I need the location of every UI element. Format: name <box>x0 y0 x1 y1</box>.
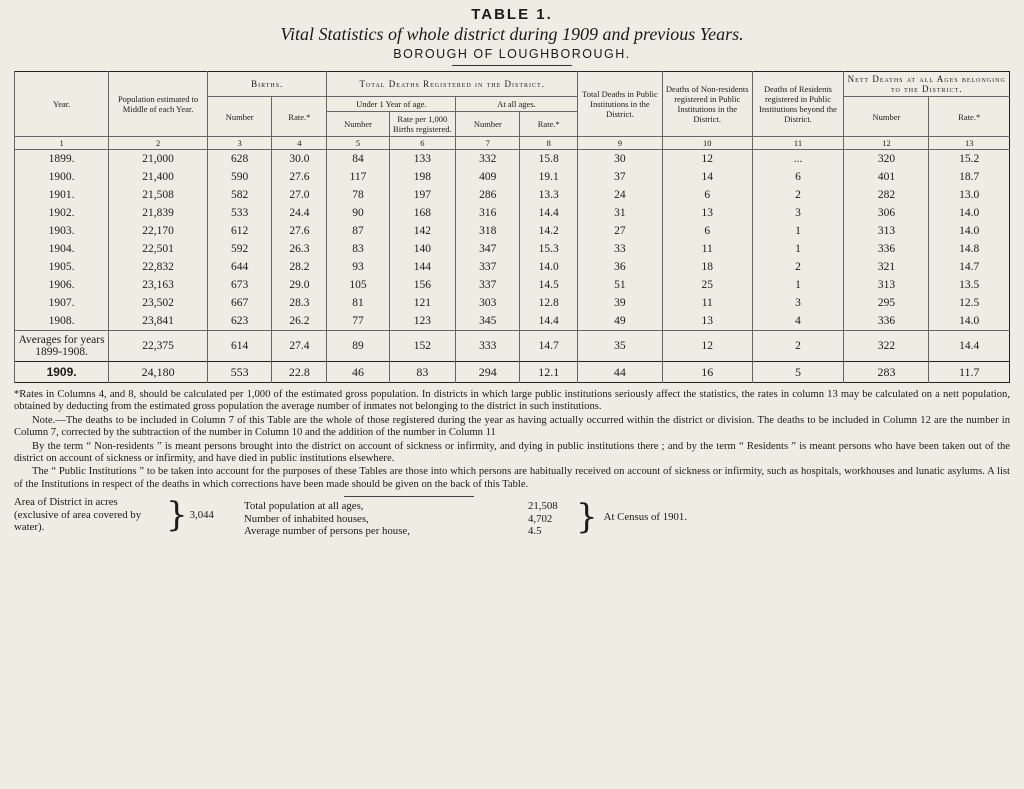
table-row <box>15 150 1010 169</box>
residents-beyond-cell: 5 <box>752 362 844 383</box>
all-ages-number-cell: 409 <box>456 168 520 186</box>
nett-number-cell: 306 <box>844 204 929 222</box>
column-number: 8 <box>520 137 577 150</box>
houses-row <box>244 513 574 526</box>
all-ages-number-cell: 294 <box>456 362 520 383</box>
under-1-rate-cell: 197 <box>389 186 456 204</box>
year-cell: 1905. <box>15 258 109 276</box>
under-1-number-cell: 81 <box>327 294 389 312</box>
col-header-all-ages: At all ages. <box>456 97 578 112</box>
population-cell: 23,502 <box>109 294 208 312</box>
public-institutions-cell: 36 <box>577 258 662 276</box>
total-population-label: Total population at all ages, <box>244 500 364 513</box>
births-number-cell: 623 <box>208 312 272 331</box>
all-ages-number-cell: 286 <box>456 186 520 204</box>
vital-statistics-table <box>14 71 1010 383</box>
col-header-births: Births. <box>208 72 327 97</box>
column-number: 11 <box>752 137 844 150</box>
column-number: 1 <box>15 137 109 150</box>
under-1-number-cell: 93 <box>327 258 389 276</box>
table-row <box>15 222 1010 240</box>
under-1-number-cell: 46 <box>327 362 389 383</box>
census-block <box>244 496 1010 538</box>
footer-rule <box>344 496 474 497</box>
nett-number-cell: 321 <box>844 258 929 276</box>
all-ages-number-cell: 333 <box>456 331 520 362</box>
year-cell: 1902. <box>15 204 109 222</box>
population-cell: 21,839 <box>109 204 208 222</box>
births-number-cell: 614 <box>208 331 272 362</box>
column-number: 7 <box>456 137 520 150</box>
residents-beyond-cell: 3 <box>752 294 844 312</box>
col-header-all-ages-number: Number <box>456 112 520 137</box>
nett-rate-cell: 14.4 <box>929 331 1010 362</box>
non-residents-paragraph: By the term “ Non-residents ” is meant persons brought into the district on account of sickness or infirmity, and dying in public institutions there ; and by the term “ Residents ” is meant persons who have been taken out of the district on account of sickness or infirmity, and have died in public institutions elsewhere. <box>14 440 1010 465</box>
population-cell: 22,832 <box>109 258 208 276</box>
residents-beyond-cell: 2 <box>752 258 844 276</box>
census-figures <box>244 496 574 538</box>
year-cell: 1903. <box>15 222 109 240</box>
residents-beyond-cell: ... <box>752 150 844 169</box>
residents-beyond-cell: 6 <box>752 168 844 186</box>
all-ages-number-cell: 345 <box>456 312 520 331</box>
nett-rate-cell: 15.2 <box>929 150 1010 169</box>
under-1-number-cell: 89 <box>327 331 389 362</box>
population-cell: 21,400 <box>109 168 208 186</box>
non-residents-cell: 11 <box>662 240 752 258</box>
births-rate-cell: 26.2 <box>272 312 327 331</box>
col-header-nett-rate: Rate.* <box>929 97 1010 137</box>
public-institutions-cell: 51 <box>577 276 662 294</box>
year-cell: 1908. <box>15 312 109 331</box>
brace-icon: } <box>166 495 188 535</box>
col-header-total-deaths-registered: Total Deaths Registered in the District. <box>327 72 577 97</box>
nett-number-cell: 401 <box>844 168 929 186</box>
col-header-residents-beyond: Deaths of Residents registered in Public Institutions beyond the District. <box>752 72 844 137</box>
nett-number-cell: 336 <box>844 240 929 258</box>
nett-rate-cell: 14.0 <box>929 312 1010 331</box>
table-notes <box>14 389 1010 491</box>
nett-number-cell: 320 <box>844 150 929 169</box>
population-cell: 22,501 <box>109 240 208 258</box>
under-1-number-cell: 105 <box>327 276 389 294</box>
public-institutions-cell: 33 <box>577 240 662 258</box>
year-cell: 1909. <box>15 362 109 383</box>
column-number: 6 <box>389 137 456 150</box>
population-cell: 24,180 <box>109 362 208 383</box>
residents-beyond-cell: 1 <box>752 240 844 258</box>
column-number: 3 <box>208 137 272 150</box>
table-row <box>15 294 1010 312</box>
col-header-nett-deaths: Nett Deaths at all Ages belonging to the District. <box>844 72 1010 97</box>
all-ages-rate-cell: 14.7 <box>520 331 577 362</box>
col-header-total-deaths-public: Total Deaths in Public Institutions in the District. <box>577 72 662 137</box>
all-ages-rate-cell: 14.0 <box>520 258 577 276</box>
under-1-number-cell: 83 <box>327 240 389 258</box>
col-header-nett-number: Number <box>844 97 929 137</box>
all-ages-number-cell: 316 <box>456 204 520 222</box>
residents-beyond-cell: 3 <box>752 204 844 222</box>
all-ages-rate-cell: 15.8 <box>520 150 577 169</box>
births-rate-cell: 24.4 <box>272 204 327 222</box>
brace-icon: } <box>576 497 598 537</box>
area-label: Area of District in acres (exclusive of area covered by water). <box>14 496 142 534</box>
public-institutions-cell: 30 <box>577 150 662 169</box>
residents-beyond-cell: 2 <box>752 331 844 362</box>
col-header-year: Year. <box>15 72 109 137</box>
births-rate-cell: 26.3 <box>272 240 327 258</box>
all-ages-rate-cell: 19.1 <box>520 168 577 186</box>
non-residents-cell: 12 <box>662 331 752 362</box>
table-label: TABLE 1. <box>471 6 553 23</box>
table-row <box>15 186 1010 204</box>
col-header-births-rate: Rate.* <box>272 97 327 137</box>
under-1-rate-cell: 83 <box>389 362 456 383</box>
under-1-number-cell: 84 <box>327 150 389 169</box>
year-cell: 1904. <box>15 240 109 258</box>
population-cell: 23,841 <box>109 312 208 331</box>
col-header-under-1-number: Number <box>327 112 389 137</box>
nett-rate-cell: 18.7 <box>929 168 1010 186</box>
population-cell: 21,508 <box>109 186 208 204</box>
non-residents-cell: 16 <box>662 362 752 383</box>
persons-row <box>244 525 574 538</box>
total-population-value: 21,508 <box>528 500 558 513</box>
all-ages-rate-cell: 14.4 <box>520 312 577 331</box>
under-1-rate-cell: 121 <box>389 294 456 312</box>
all-ages-rate-cell: 13.3 <box>520 186 577 204</box>
column-number-row <box>15 137 1010 150</box>
all-ages-rate-cell: 14.5 <box>520 276 577 294</box>
houses-label: Number of inhabited houses, <box>244 512 369 525</box>
document-title: Vital Statistics of whole district during 1909 and previous Years. <box>280 24 744 44</box>
all-ages-number-cell: 337 <box>456 258 520 276</box>
residents-beyond-cell: 2 <box>752 186 844 204</box>
residents-beyond-cell: 4 <box>752 312 844 331</box>
non-residents-cell: 11 <box>662 294 752 312</box>
note-paragraph: Note.—The deaths to be included in Column 7 of this Table are the whole of those registered during the year as having actually occurred within the district or division. The deaths to be included in Column 12 are the number in Column 7, corrected by the subtraction of the number in Column 10 and the addition of the number in Column 11 <box>14 414 1010 439</box>
public-institutions-cell: 49 <box>577 312 662 331</box>
non-residents-cell: 18 <box>662 258 752 276</box>
public-institutions-cell: 37 <box>577 168 662 186</box>
births-rate-cell: 27.0 <box>272 186 327 204</box>
column-number: 5 <box>327 137 389 150</box>
nett-rate-cell: 14.7 <box>929 258 1010 276</box>
births-number-cell: 612 <box>208 222 272 240</box>
births-number-cell: 553 <box>208 362 272 383</box>
public-institutions-cell: 35 <box>577 331 662 362</box>
all-ages-number-cell: 347 <box>456 240 520 258</box>
table-row <box>15 204 1010 222</box>
non-residents-cell: 6 <box>662 186 752 204</box>
under-1-number-cell: 87 <box>327 222 389 240</box>
residents-beyond-cell: 1 <box>752 276 844 294</box>
all-ages-number-cell: 337 <box>456 276 520 294</box>
births-rate-cell: 30.0 <box>272 150 327 169</box>
births-number-cell: 628 <box>208 150 272 169</box>
table-row <box>15 258 1010 276</box>
non-residents-cell: 14 <box>662 168 752 186</box>
non-residents-cell: 25 <box>662 276 752 294</box>
nett-rate-cell: 13.5 <box>929 276 1010 294</box>
all-ages-number-cell: 303 <box>456 294 520 312</box>
all-ages-rate-cell: 14.2 <box>520 222 577 240</box>
births-rate-cell: 27.6 <box>272 222 327 240</box>
non-residents-cell: 6 <box>662 222 752 240</box>
under-1-rate-cell: 198 <box>389 168 456 186</box>
borough-heading: BOROUGH OF LOUGHBOROUGH. <box>393 47 631 61</box>
nett-number-cell: 322 <box>844 331 929 362</box>
residents-beyond-cell: 1 <box>752 222 844 240</box>
under-1-rate-cell: 123 <box>389 312 456 331</box>
year-cell: 1907. <box>15 294 109 312</box>
total-population-row <box>244 500 574 513</box>
under-1-number-cell: 117 <box>327 168 389 186</box>
nett-number-cell: 282 <box>844 186 929 204</box>
persons-label: Average number of persons per house, <box>244 525 410 538</box>
births-number-cell: 533 <box>208 204 272 222</box>
table-row <box>15 312 1010 331</box>
year-cell: 1900. <box>15 168 109 186</box>
public-institutions-cell: 44 <box>577 362 662 383</box>
births-number-cell: 590 <box>208 168 272 186</box>
nett-rate-cell: 11.7 <box>929 362 1010 383</box>
population-cell: 22,375 <box>109 331 208 362</box>
population-footer <box>14 496 1010 538</box>
non-residents-cell: 13 <box>662 204 752 222</box>
year-cell: Averages for years 1899-1908. <box>15 331 109 362</box>
all-ages-rate-cell: 15.3 <box>520 240 577 258</box>
population-cell: 21,000 <box>109 150 208 169</box>
non-residents-cell: 13 <box>662 312 752 331</box>
under-1-rate-cell: 140 <box>389 240 456 258</box>
public-institutions-cell: 27 <box>577 222 662 240</box>
col-header-population: Population estimated to Middle of each Year. <box>109 72 208 137</box>
public-institutions-cell: 39 <box>577 294 662 312</box>
births-rate-cell: 28.2 <box>272 258 327 276</box>
under-1-number-cell: 78 <box>327 186 389 204</box>
column-number: 10 <box>662 137 752 150</box>
under-1-rate-cell: 142 <box>389 222 456 240</box>
births-rate-cell: 28.3 <box>272 294 327 312</box>
nett-rate-cell: 14.0 <box>929 222 1010 240</box>
non-residents-cell: 12 <box>662 150 752 169</box>
births-rate-cell: 27.6 <box>272 168 327 186</box>
census-label: At Census of 1901. <box>603 510 688 523</box>
nett-number-cell: 313 <box>844 222 929 240</box>
table-row <box>15 331 1010 362</box>
under-1-rate-cell: 168 <box>389 204 456 222</box>
table-row <box>15 276 1010 294</box>
births-rate-cell: 27.4 <box>272 331 327 362</box>
persons-value: 4.5 <box>528 525 542 538</box>
population-cell: 23,163 <box>109 276 208 294</box>
column-number: 2 <box>109 137 208 150</box>
all-ages-rate-cell: 12.1 <box>520 362 577 383</box>
column-number: 9 <box>577 137 662 150</box>
public-institutions-cell: 24 <box>577 186 662 204</box>
under-1-rate-cell: 152 <box>389 331 456 362</box>
col-header-under-1-rate: Rate per 1,000 Births registered. <box>389 112 456 137</box>
under-1-rate-cell: 156 <box>389 276 456 294</box>
births-number-cell: 673 <box>208 276 272 294</box>
title-rule <box>452 65 572 66</box>
year-cell: 1906. <box>15 276 109 294</box>
area-value: 3,044 <box>189 508 214 521</box>
col-header-all-ages-rate: Rate.* <box>520 112 577 137</box>
births-rate-cell: 22.8 <box>272 362 327 383</box>
nett-rate-cell: 12.5 <box>929 294 1010 312</box>
all-ages-number-cell: 318 <box>456 222 520 240</box>
under-1-rate-cell: 133 <box>389 150 456 169</box>
nett-number-cell: 313 <box>844 276 929 294</box>
table-body <box>15 150 1010 383</box>
public-institutions-paragraph: The “ Public Institutions ” to be taken into account for the purposes of these Tables are those into which persons are habitually received on account of sickness or infirmity, such as hospitals, workhouses and lunatic asylums. A list of the Institutions in respect of the deaths in which corrections have been made should be given on the back of this Table. <box>14 466 1010 490</box>
col-header-under-1: Under 1 Year of age. <box>327 97 456 112</box>
all-ages-rate-cell: 12.8 <box>520 294 577 312</box>
col-header-births-number: Number <box>208 97 272 137</box>
births-number-cell: 582 <box>208 186 272 204</box>
year-cell: 1901. <box>15 186 109 204</box>
all-ages-rate-cell: 14.4 <box>520 204 577 222</box>
houses-value: 4,702 <box>528 512 553 525</box>
births-rate-cell: 29.0 <box>272 276 327 294</box>
nett-number-cell: 336 <box>844 312 929 331</box>
births-number-cell: 592 <box>208 240 272 258</box>
nett-rate-cell: 14.8 <box>929 240 1010 258</box>
area-block <box>14 496 224 534</box>
nett-number-cell: 295 <box>844 294 929 312</box>
all-ages-number-cell: 332 <box>456 150 520 169</box>
nett-number-cell: 283 <box>844 362 929 383</box>
year-cell: 1899. <box>15 150 109 169</box>
under-1-number-cell: 77 <box>327 312 389 331</box>
col-header-non-residents: Deaths of Non-residents registered in Public Institutions in the District. <box>662 72 752 137</box>
under-1-rate-cell: 144 <box>389 258 456 276</box>
column-number: 13 <box>929 137 1010 150</box>
nett-rate-cell: 13.0 <box>929 186 1010 204</box>
population-cell: 22,170 <box>109 222 208 240</box>
public-institutions-cell: 31 <box>577 204 662 222</box>
column-number: 12 <box>844 137 929 150</box>
births-number-cell: 667 <box>208 294 272 312</box>
column-number: 4 <box>272 137 327 150</box>
births-number-cell: 644 <box>208 258 272 276</box>
nett-rate-cell: 14.0 <box>929 204 1010 222</box>
rates-footnote: *Rates in Columns 4, and 8, should be calculated per 1,000 of the estimated gross population. In districts in which large public institutions seriously affect the statistics, the rates in column 13 may be calculated on a nett population, obtained by deducting from the estimated gross population the average number of inmates not belonging to the district in such institutions. <box>14 389 1010 413</box>
under-1-number-cell: 90 <box>327 204 389 222</box>
table-row <box>15 168 1010 186</box>
table-row <box>15 362 1010 383</box>
table-row <box>15 240 1010 258</box>
